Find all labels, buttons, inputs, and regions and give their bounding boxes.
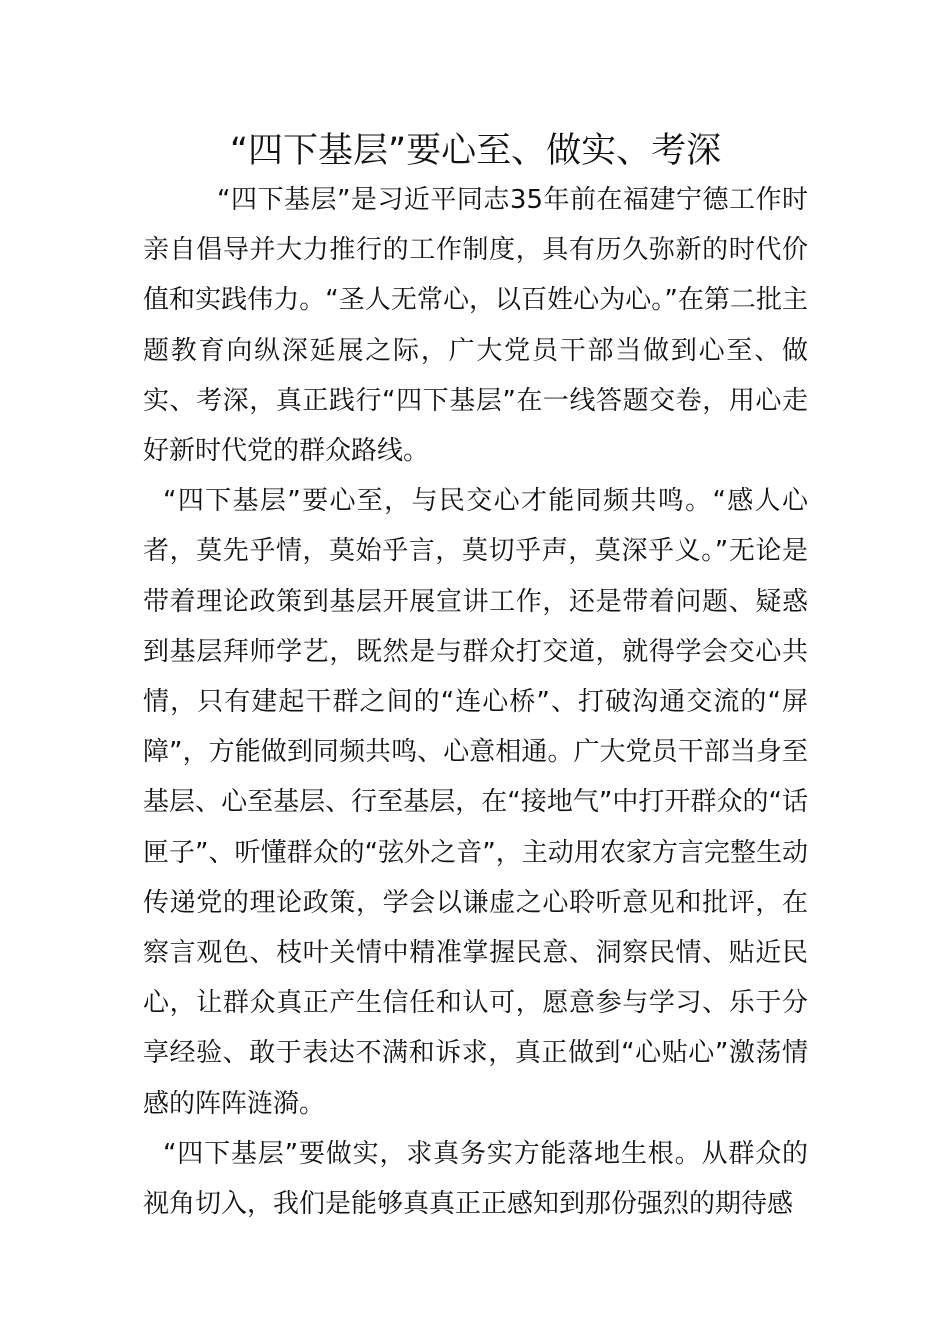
paragraph-practical: “四下基层”要做实，求真务实方能落地生根。从群众的视角切入，我们是能够真真正正感知到那份强烈的期待感	[143, 1138, 808, 1220]
document-title: “四下基层”要心至、做实、考深	[229, 131, 722, 171]
paragraph-heart: “四下基层”要心至，与民交心才能同频共鸣。“感人心者，莫先乎情，莫始乎言，莫切乎声，莫深乎义。”无论是带着理论政策到基层开展宣讲工作，还是带着问题、疑惑到基层拜师学艺，既然是与群众打交道，就得学会交心共情，只有建起干群之间的“连心桥”、打破沟通交流的“屏障”，方能做到同频共鸣、心意相通。广大党员干部当身至基层、心至基层、行至基层，在“接地气”中打开群众的“话匣子”、听懂群众的“弦外之音”，主动用农家方言完整生动传递党的理论政策，学会以谦虚之心聆听意见和批评，在察言观色、枝叶关情中精准掌握民意、洞察民情、贴近民心，让群众真正产生信任和认可，愿意参与学习、乐于分享经验、敢于表达不满和诉求，真正做到“心贴心”激荡情感的阵阵涟漪。	[143, 486, 808, 1119]
document-body	[143, 175, 808, 1229]
paragraph-intro: “四下基层”是习近平同志35年前在福建宁德工作时亲自倡导并大力推行的工作制度，具有历久弥新的时代价值和实践伟力。“圣人无常心，以百姓心为心。”在第二批主题教育向纵深延展之际，广大党员干部当做到心至、做实、考深，真正践行“四下基层”在一线答题交卷，用心走好新时代党的群众路线。	[143, 185, 808, 467]
